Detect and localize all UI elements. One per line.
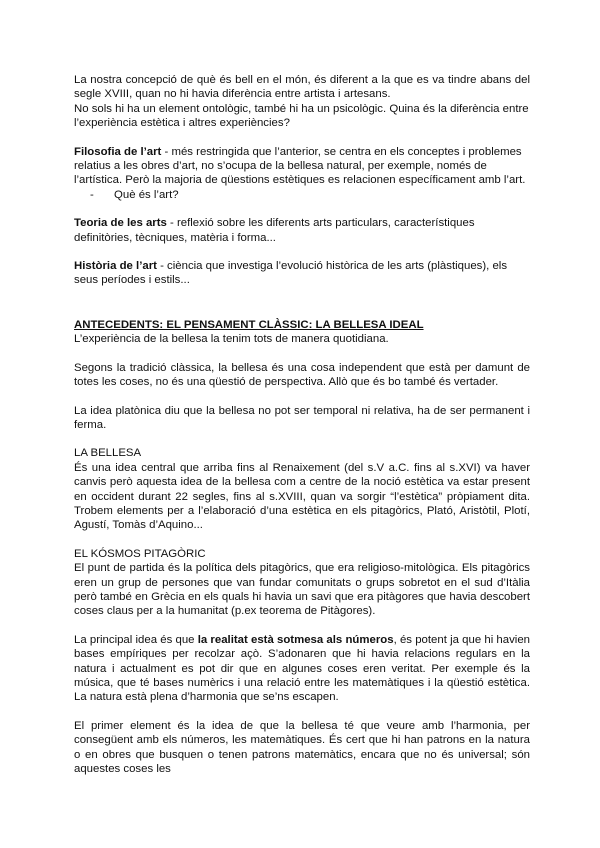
filosofia-bullet — [90, 188, 530, 202]
teoria-term: Teoria de les arts — [74, 217, 167, 230]
filosofia-term: Filosofia de l’art — [74, 145, 162, 158]
document-body — [74, 73, 530, 776]
antecedents-paragraph-1: L’experiència de la bellesa la tenim tots de manera quotidiana. — [74, 333, 389, 346]
historia-text: - ciència que investiga l’evolució històrica de les arts (plàstiques), els seus períodes i estils... — [74, 260, 508, 287]
bellesa-paragraph: És una idea central que arriba fins al Renaixement (del s.V a.C. fins al s.XVI) va haver canvis però aquesta idea de la bellesa com a centre de la noció estètica va estar present en occident durant 22 segles, fins al s.XVIII, quan va sorgir “l’estètica” pròpiament dita. Trobem elements per a l’elaboració d’una estètica en els pitagòrics, Plató, Aristòtil, Plotí, Agustí, Tomàs d’Aquino... — [74, 461, 530, 532]
antecedents-heading: ANTECEDENTS: EL PENSAMENT CLÀSSIC: LA BELLESA IDEAL — [74, 318, 424, 331]
kosmos-paragraph-1: El punt de partida és la política dels pitagòrics, que era religioso-mitològica. Els pitagòrics eren un grup de persones que van fundar comunitats o grups sobretot en el sud d’Itàlia però també en Grècia en els quals hi havia un savi que era pitàgores que havia descobert coses claus per a la humanitat (p.ex teorema de Pitàgores). — [74, 562, 530, 618]
filosofia-text: - més restringida que l’anterior, se centra en els conceptes i problemes relatius a les obres d’art, no s’ocupa de la bellesa natural, per exemple, només de l’artística. Però la majoria de qüestions estètiques es relacionen específicament amb l’art. — [74, 145, 526, 187]
kosmos-paragraph-3: El primer element és la idea de que la bellesa té que veure amb l’harmonia, per consegüent amb els números, les matemàtiques. És cert que hi han patrons en la natura o en obres que busquen o tenen patrons matemàtics, encara que no és universal; són aquestes coses les — [74, 719, 530, 776]
teoria-paragraph — [74, 216, 530, 245]
antecedents-paragraph-2: Segons la tradició clàssica, la bellesa és una cosa independent que està per damunt de totes les coses, no és una qüestió de perspectiva. Allò que és bo també és vertader. — [74, 361, 530, 389]
kosmos-p2-intro: La principal idea és que — [74, 633, 198, 646]
kosmos-p2-rest: , és potent ja que hi havien bases empíriques per recolzar açò. S’adonaren que hi havia relacions regulars en la natura i actualment es pot dir que en algunes coses eren veritat. Per exemple és la música, que té bases numèrics i una relació entre les matemàtiques i la qüestió estètica. La natura està plena d’harmonia que se’ns escapen. — [74, 633, 531, 704]
kosmos-paragraph-2 — [74, 633, 530, 705]
historia-paragraph — [74, 259, 530, 288]
kosmos-p2-emphasis: la realitat està sotmesa als números — [197, 633, 394, 646]
antecedents-paragraph-3: La idea platònica diu que la bellesa no pot ser temporal ni relativa, ha de ser permanent i ferma. — [74, 404, 530, 431]
teoria-text: - reflexió sobre les diferents arts particulars, característiques definitòries, tècniques, matèria i forma... — [74, 217, 475, 244]
intro-paragraph-1: La nostra concepció de què és bell en el món, és diferent a la que es va tindre abans del segle XVIII, quan no hi havia diferència entre artista i artesans. — [74, 74, 530, 101]
historia-term: Història de l’art — [74, 260, 157, 273]
filosofia-paragraph — [74, 145, 530, 188]
kosmos-title: EL KÓSMOS PITAGÒRIC — [74, 547, 206, 560]
intro-paragraph-2: No sols hi ha un element ontològic, també hi ha un psicològic. Quina és la diferència entre l’experiència estètica i altres experiències? — [74, 102, 529, 130]
bullet-dash: - — [90, 188, 94, 201]
bullet-text: Què és l’art? — [114, 188, 179, 201]
bellesa-title: LA BELLESA — [74, 447, 142, 460]
